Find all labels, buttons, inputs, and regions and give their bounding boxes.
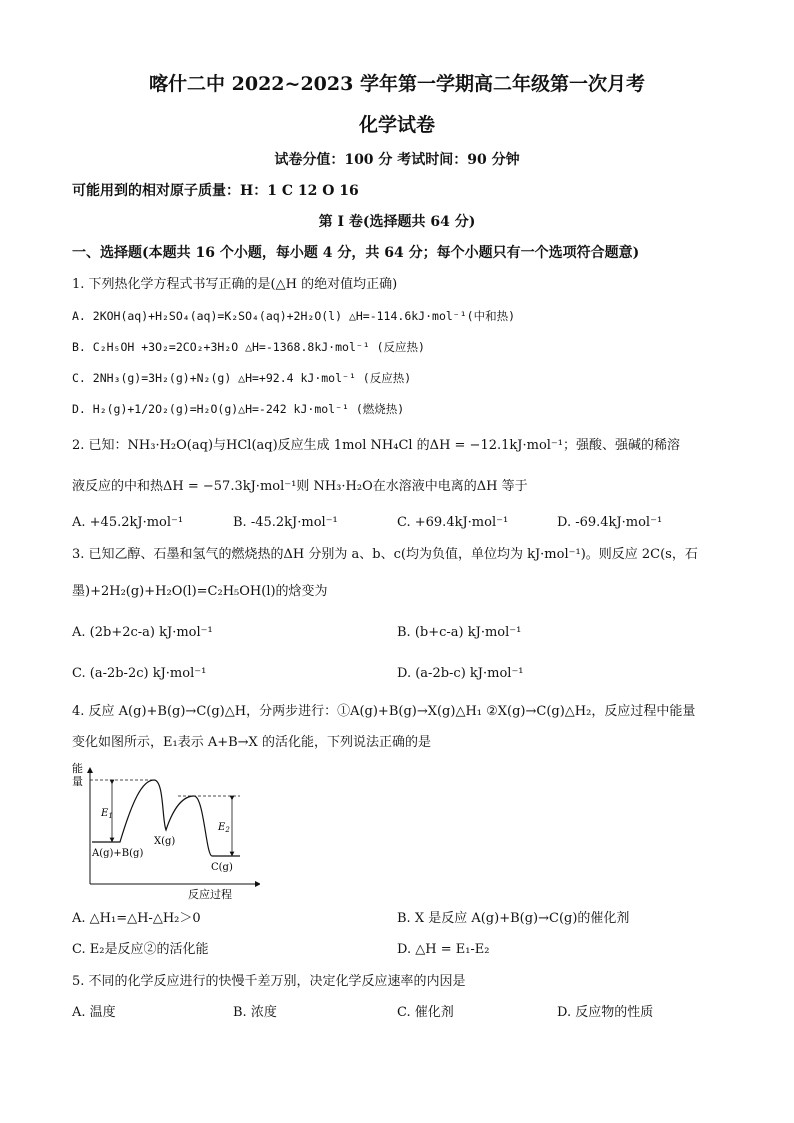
e1-label: $E_1$ [101,808,113,820]
q5-stem: 5. 不同的化学反应进行的快慢千差万别，决定化学反应速率的内因是 [72,974,466,989]
q3-option-c: C. (a-2b-2c) kJ·mol⁻¹ [72,666,207,681]
q4-stem-line2: 变化如图所示，E₁表示 A+B→X 的活化能，下列说法正确的是 [72,735,431,750]
q3-option-b: B. (b+c-a) kJ·mol⁻¹ [397,625,522,640]
e2-label: $E_2$ [218,822,230,834]
q4-option-c: C. E₂是反应②的活化能 [72,942,209,957]
q4-option-a: A. △H₁=△H-△H₂＞0 [72,911,201,926]
q1-option-a: A. 2KOH(aq)+H₂SO₄(aq)=K₂SO₄(aq)+2H₂O(l) △H=-114.6kJ·mol⁻¹(中和热) [72,309,515,323]
q5-option-b: B. 浓度 [233,1005,277,1020]
section-heading: 一、选择题(本题共 16 个小题，每小题 4 分，共 64 分；每个小题只有一个选项符合题意) [72,245,640,261]
q3-stem-line1: 3. 已知乙醇、石墨和氢气的燃烧热的ΔH 分别为 a、b、c(均为负值，单位均为 kJ·mol⁻¹)。则反应 2C(s，石 [72,547,698,562]
q2-option-a: A. +45.2kJ·mol⁻¹ [72,515,184,530]
q2-option-b: B. -45.2kJ·mol⁻¹ [233,515,338,530]
q3-stem-line2: 墨)+2H₂(g)+H₂O(l)=C₂H₅OH(l)的焓变为 [72,584,328,599]
q4-option-d: D. △H = E₁-E₂ [397,942,490,957]
y-axis-label-top: 能 [72,762,83,775]
volume-heading: 第 I 卷(选择题共 64 分) [318,214,476,230]
q4-option-b: B. X 是反应 A(g)+B(g)→C(g)的催化剂 [397,911,630,926]
x-state-label: X(g) [154,836,176,847]
q5-option-d: D. 反应物的性质 [557,1005,654,1020]
q1-option-c: C. 2NH₃(g)=3H₂(g)+N₂(g) △H=+92.4 kJ·mol⁻¹ (反应热) [72,371,412,385]
q2-option-c: C. +69.4kJ·mol⁻¹ [397,515,509,530]
reactant-label: A(g)+B(g) [92,848,144,859]
q1-stem: 1. 下列热化学方程式书写正确的是(△H 的绝对值均正确) [72,277,398,292]
energy-diagram [70,758,260,900]
q2-stem-line2: 液反应的中和热ΔH = −57.3kJ·mol⁻¹则 NH₃·H₂O在水溶液中电离的ΔH 等于 [72,479,528,494]
q5-option-a: A. 温度 [72,1005,116,1020]
q4-stem-line1: 4. 反应 A(g)+B(g)→C(g)△H，分两步进行：①A(g)+B(g)→X(g)△H₁ ②X(g)→C(g)△H₂，反应过程中能量 [72,704,696,719]
q3-option-a: A. (2b+2c-a) kJ·mol⁻¹ [72,625,213,640]
exam-subject: 化学试卷 [358,114,435,136]
y-axis-label-bottom: 量 [72,775,83,788]
x-axis-label: 反应过程 [188,888,232,900]
exam-title: 喀什二中 2022~2023 学年第一学期高二年级第一次月考 [149,73,645,95]
q5-option-c: C. 催化剂 [397,1005,454,1020]
q2-stem-line1: 2. 已知：NH₃·H₂O(aq)与HCl(aq)反应生成 1mol NH₄Cl 的ΔH = −12.1kJ·mol⁻¹；强酸、强碱的稀溶 [72,438,681,453]
q2-option-d: D. -69.4kJ·mol⁻¹ [557,515,663,530]
q3-option-d: D. (a-2b-c) kJ·mol⁻¹ [397,666,524,681]
exam-info: 试卷分值：100 分 考试时间：90 分钟 [274,152,520,168]
q1-option-d: D. H₂(g)+1/2O₂(g)=H₂O(g)△H=-242 kJ·mol⁻¹ (燃烧热) [72,402,405,416]
q1-option-b: B. C₂H₅OH +3O₂=2CO₂+3H₂O △H=-1368.8kJ·mol⁻¹ (反应热) [72,340,425,354]
atomic-masses: 可能用到的相对原子质量：H：1 C 12 O 16 [72,183,359,199]
product-label: C(g) [211,862,233,873]
